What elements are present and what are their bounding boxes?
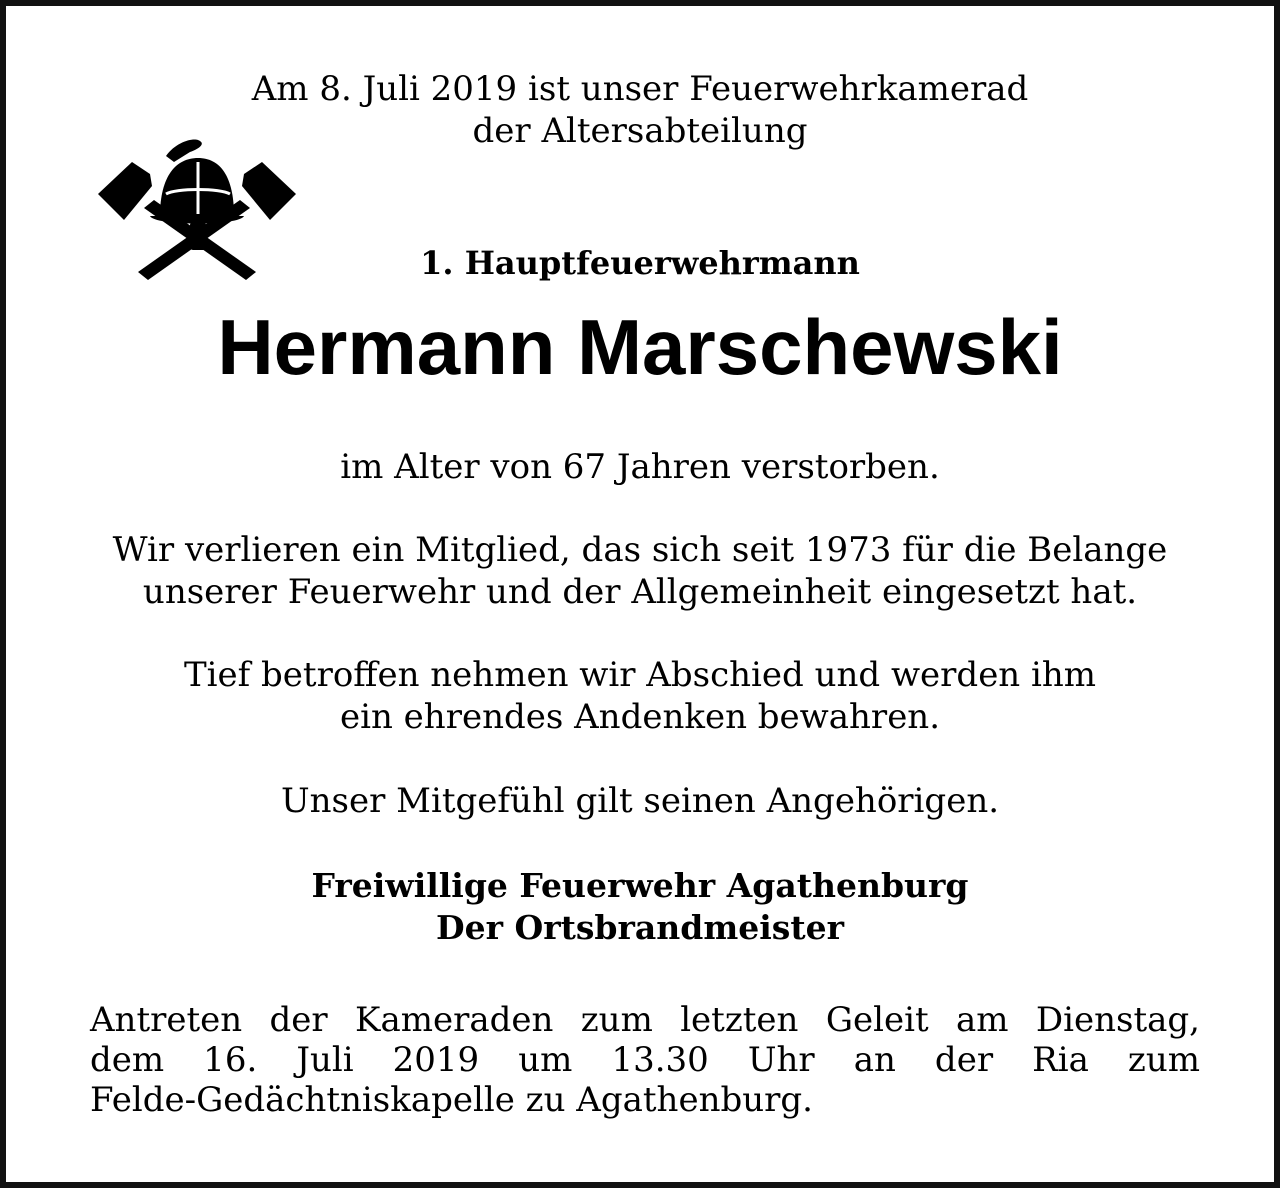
farewell-paragraph — [6, 654, 1274, 738]
funeral-line-3: Felde-Gedächtniskapelle zu Agathenburg. — [90, 1080, 813, 1120]
tribute-line-2: unserer Feuerwehr und der Allgemeinheit eingesetzt hat. — [142, 572, 1138, 612]
farewell-line-2: ein ehrendes Andenken bewahren. — [339, 697, 941, 737]
signature-organization: Freiwillige Feuerwehr Agathenburg — [311, 866, 969, 905]
farewell-line-1: Tief betroffen nehmen wir Abschied und werden ihm — [183, 655, 1097, 695]
funeral-line-2: dem 16. Juli 2019 um 13.30 Uhr an der Ria zum — [90, 1040, 1200, 1080]
funeral-details — [90, 1000, 1200, 1120]
rank-title: 1. Hauptfeuerwehrmann — [420, 244, 860, 282]
intro-line-1: Am 8. Juli 2019 ist unser Feuerwehrkamerad — [251, 69, 1029, 109]
age-line: im Alter von 67 Jahren verstorben. — [340, 447, 940, 487]
intro-line-2: der Altersabteilung — [472, 111, 808, 151]
tribute-line-1: Wir verlieren ein Mitglied, das sich seit 1973 für die Belange — [112, 530, 1168, 570]
funeral-line-1: Antreten der Kameraden zum letzten Geleit am Dienstag, — [90, 1000, 1200, 1040]
tribute-paragraph — [6, 529, 1274, 613]
deceased-name: Hermann Marschewski — [217, 303, 1063, 391]
signature-block — [6, 865, 1274, 949]
condolence-line: Unser Mitgefühl gilt seinen Angehörigen. — [280, 781, 1000, 821]
signature-title: Der Ortsbrandmeister — [435, 908, 844, 947]
